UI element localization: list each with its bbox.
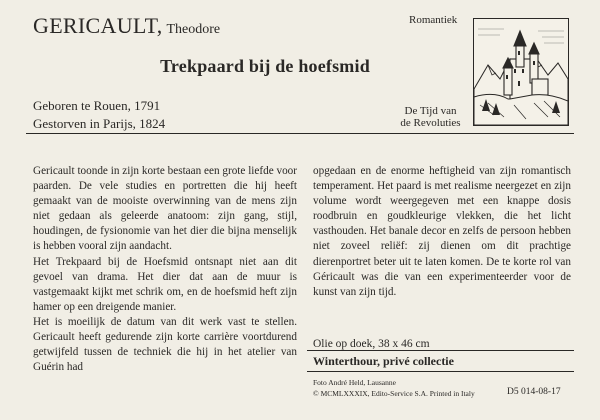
- header-divider: [26, 133, 574, 134]
- castle-illustration: [474, 19, 568, 125]
- artist-name: [33, 13, 220, 39]
- period-label: [393, 105, 468, 129]
- castle-icon: [473, 18, 569, 126]
- category-label: Romantiek: [409, 14, 458, 26]
- copyright-notice: © MCMLXXXIX, Edito-Service S.A. Printed in Italy: [313, 389, 475, 398]
- body-paragraph: opgedaan en de enorme heftigheid van zijn romantisch temperament. Het paard is met realisme neergezet en zijn volume wordt weergegeven met een knappe dosis roodbruin en goudkleurige vlekken, die het licht vasthouden. Het banale decor en zelfs de persoon hebben niet zoveel reliëf: zij dienen om dit prachtige dierenportret beter uit te laten komen. De te korte rol van Géricault was die van een experimenteerder voor de kunst van zijn tijd.: [313, 165, 571, 298]
- artist-first-name: Theodore: [166, 22, 221, 37]
- period-line-1: De Tijd van: [404, 105, 457, 117]
- artist-bio: [33, 97, 165, 133]
- body-paragraph: Het Trekpaard bij de Hoefsmid ontsnapt niet aan dit gevoel van drama. Het dier dat aan de muur is vastgemaakt kijkt met schrik om, en de hoefsmid heft zijn hamer op een dreigende manier.: [33, 255, 297, 313]
- artwork-collection: Winterthour, privé collectie: [313, 354, 454, 368]
- footer-divider: [307, 371, 574, 372]
- body-left-column: [33, 164, 297, 414]
- photo-credit: Foto André Held, Lausanne: [313, 378, 396, 387]
- medium-divider: [307, 350, 574, 351]
- death-info: Gestorven in Parijs, 1824: [33, 116, 166, 131]
- artwork-medium: Olie op doek, 38 x 46 cm: [313, 338, 430, 350]
- body-paragraph: Het is moeilijk de datum van dit werk vast te stellen. Gericault heeft gedurende zijn korte carrière voortdurend getwijfeld tussen de techniek die hij in het atelier van Guérin had: [33, 315, 297, 374]
- period-line-2: de Revoluties: [400, 117, 461, 129]
- birth-info: Geboren te Rouen, 1791: [33, 98, 161, 113]
- reference-code: D5 014-08-17: [507, 387, 561, 397]
- body-paragraph: Gericault toonde in zijn korte bestaan een grote liefde voor paarden. De vele studies en portretten die hij heeft gemaakt van de mooiste overwinning van de mens zijn niet gedaan als geleerde anatoom: zijn gang, stijl, houdingen, de fysionomie van het dier die bijna menselijk is hebben vooral zijn aandacht.: [33, 165, 297, 253]
- artwork-title: Trekpaard bij de hoefsmid: [160, 56, 370, 76]
- artist-last-name: GERICAULT,: [33, 13, 163, 38]
- body-right-column: [313, 164, 571, 339]
